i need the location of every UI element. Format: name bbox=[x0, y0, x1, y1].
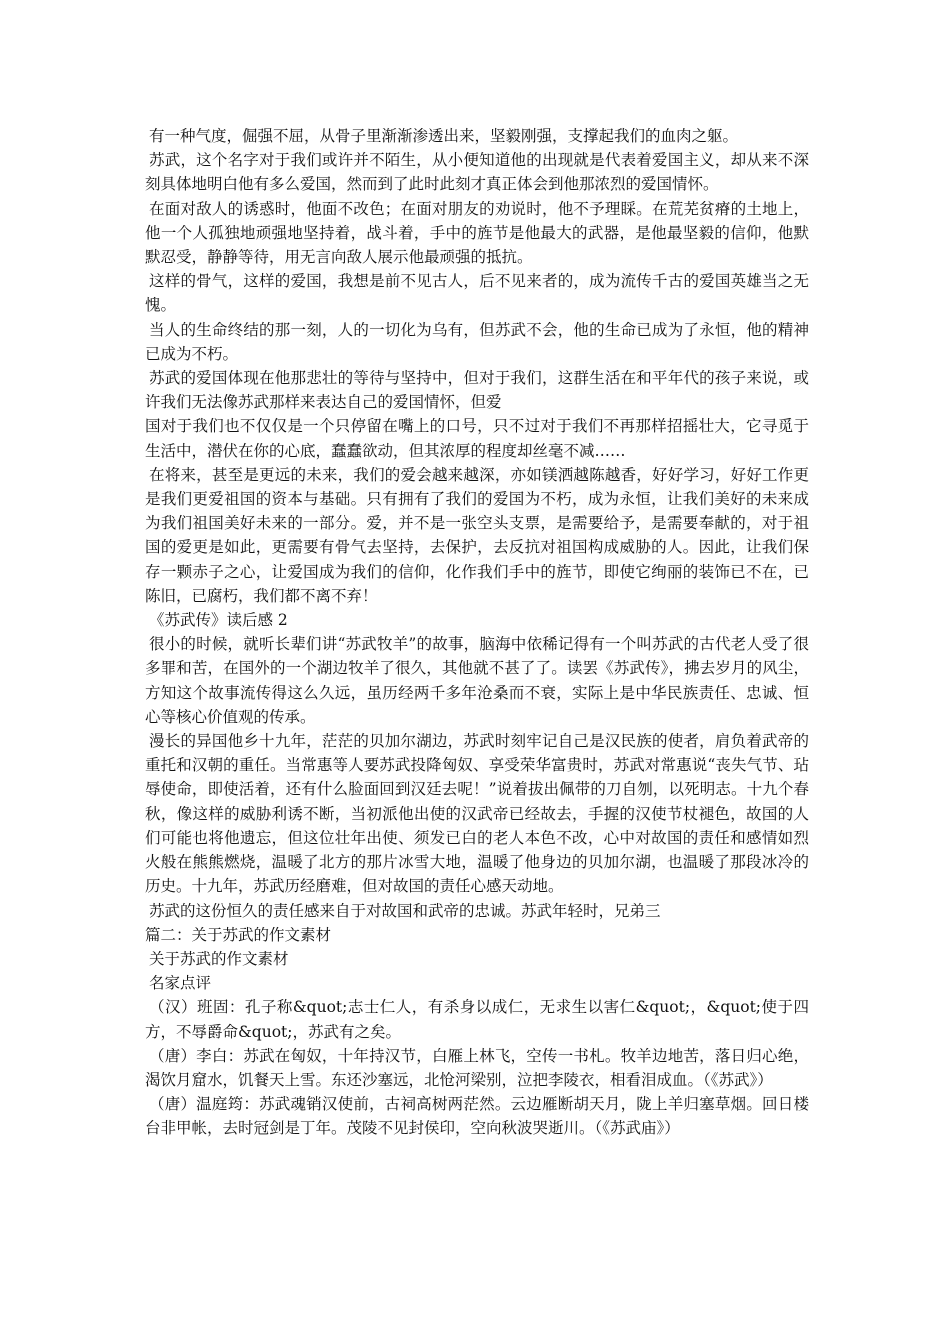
document-body bbox=[145, 124, 809, 1141]
paragraph-future: 在将来，甚至是更远的未来，我们的爱会越来越深，亦如镁洒越陈越香，好好学习，好好工作更是我们更爱祖国的资本与基础。只有拥有了我们的爱国为不朽，成为永恒，让我们美好的未来成为我们祖国美好未来的一部分。爱，并不是一张空头支票，是需要给予，是需要奉献的，对于祖国的爱更是如此，更需要有骨气去坚持，去保护，去反抗对祖国构成威胁的人。因此，让我们保存一颗赤子之心，让爱国成为我们的信仰，化作我们手中的旌节，即使它绚丽的装饰已不在，已陈旧，已腐朽，我们都不离不弃！ bbox=[145, 465, 809, 605]
section-subheading-material: 关于苏武的作文素材 bbox=[149, 949, 289, 968]
paragraph-childhood: 很小的时候，就听长辈们讲“苏武牧羊”的故事，脑海中依稀记得有一个叫苏武的古代老人受了很多罪和苦，在国外的一个湖边牧羊了很久，其他就不甚了了。读罢《苏武传》，拂去岁月的风尘，方知这个故事流传得这么久远，虽历经两千多年沧桑而不衰，实际上是中华民族责任、忠诚、恒心等核心价值观的传承。 bbox=[145, 635, 809, 726]
quote-ban-gu: （汉）班固：孔子称&quot;志士仁人，有杀身以成仁，无求生以害仁&quot;，&quot;使于四方，不辱爵命&quot;，苏武有之矣。 bbox=[145, 998, 809, 1041]
quote-li-bai: （唐）李白：苏武在匈奴，十年持汉节，白雁上林飞，空传一书札。牧羊边地苦，落日归心绝，渴饮月窟水，饥餐天上雪。东还沙塞远，北怆河梁别，泣把李陵衣，相看泪成血。（《苏武》） bbox=[145, 1046, 809, 1089]
paragraph-nineteen-years: 漫长的异国他乡十九年，茫茫的贝加尔湖边，苏武时刻牢记自己是汉民族的使者，肩负着武帝的重托和汉朝的重任。当常惠等人要苏武投降匈奴、享受荣华富贵时，苏武对常惠说“丧失气节、玷辱使命，即使活着，还有什么脸面回到汉廷去呢！”说着拔出佩带的刀自刎，以死明志。十九个春秋，像这样的威胁利诱不断，当初派他出使的汉武帝已经故去，手握的汉使节杖褪色，故国的人们可能也将他遗忘，但这位壮年出使、须发已白的老人本色不改，心中对故国的责任和感情如烈火般在熊熊燃烧，温暖了北方的那片冰雪大地，温暖了他身边的贝加尔湖，也温暖了那段冰冷的历史。十九年，苏武历经磨难，但对故国的责任心感天动地。 bbox=[145, 732, 809, 896]
paragraph-temptation: 在面对敌人的诱惑时，他面不改色；在面对朋友的劝说时，他不予理睬。在荒芜贫瘠的土地上，他一个人孤独地顽强地坚持着，战斗着，手中的旌节是他最大的武器，是他最坚毅的信仰，他默默忍受，静静等待，用无言向敌人展示他最顽强的抵抗。 bbox=[145, 199, 809, 267]
section-subheading-comments: 名家点评 bbox=[149, 974, 212, 993]
paragraph-eternity: 当人的生命终结的那一刻，人的一切化为乌有，但苏武不会，他的生命已成为了永恒，他的精神已成为不朽。 bbox=[145, 320, 809, 363]
paragraph-name: 苏武，这个名字对于我们或许并不陌生，从小便知道他的出现就是代表着爱国主义，却从来不深刻具体地明白他有多么爱国，然而到了此时此刻才真正体会到他那浓烈的爱国情怀。 bbox=[145, 151, 809, 194]
paragraph-patriotism-continued: 国对于我们也不仅仅是一个只停留在嘴上的口号，只不过对于我们不再那样招摇壮大，它寻觅于生活中，潜伏在你的心底，蠢蠢欲动，但其浓厚的程度却丝毫不减…… bbox=[145, 417, 809, 460]
section-heading-reflection-2: 《苏武传》读后感 2 bbox=[149, 611, 288, 630]
section-heading-part-2: 篇二：关于苏武的作文素材 bbox=[145, 925, 332, 944]
quote-wen-tingyun: （唐）温庭筠：苏武魂销汉使前，古祠高树两茫然。云边雁断胡天月，陇上羊归塞草烟。回日楼台非甲帐，去时冠剑是丁年。茂陵不见封侯印，空向秋波哭逝川。（《苏武庙》） bbox=[145, 1095, 809, 1138]
paragraph-intro: 有一种气度，倔强不屈，从骨子里渐渐渗透出来，坚毅刚强，支撑起我们的血肉之躯。 bbox=[149, 127, 739, 145]
paragraph-backbone: 这样的骨气，这样的爱国，我想是前不见古人，后不见来者的，成为流传千古的爱国英雄当之无愧。 bbox=[145, 272, 809, 315]
paragraph-patriotism: 苏武的爱国体现在他那悲壮的等待与坚持中，但对于我们，这群生活在和平年代的孩子来说，或许我们无法像苏武那样来表达自己的爱国情怀，但爱 bbox=[145, 369, 809, 412]
paragraph-loyalty: 苏武的这份恒久的责任感来自于对故国和武帝的忠诚。苏武年轻时，兄弟三 bbox=[149, 901, 661, 920]
